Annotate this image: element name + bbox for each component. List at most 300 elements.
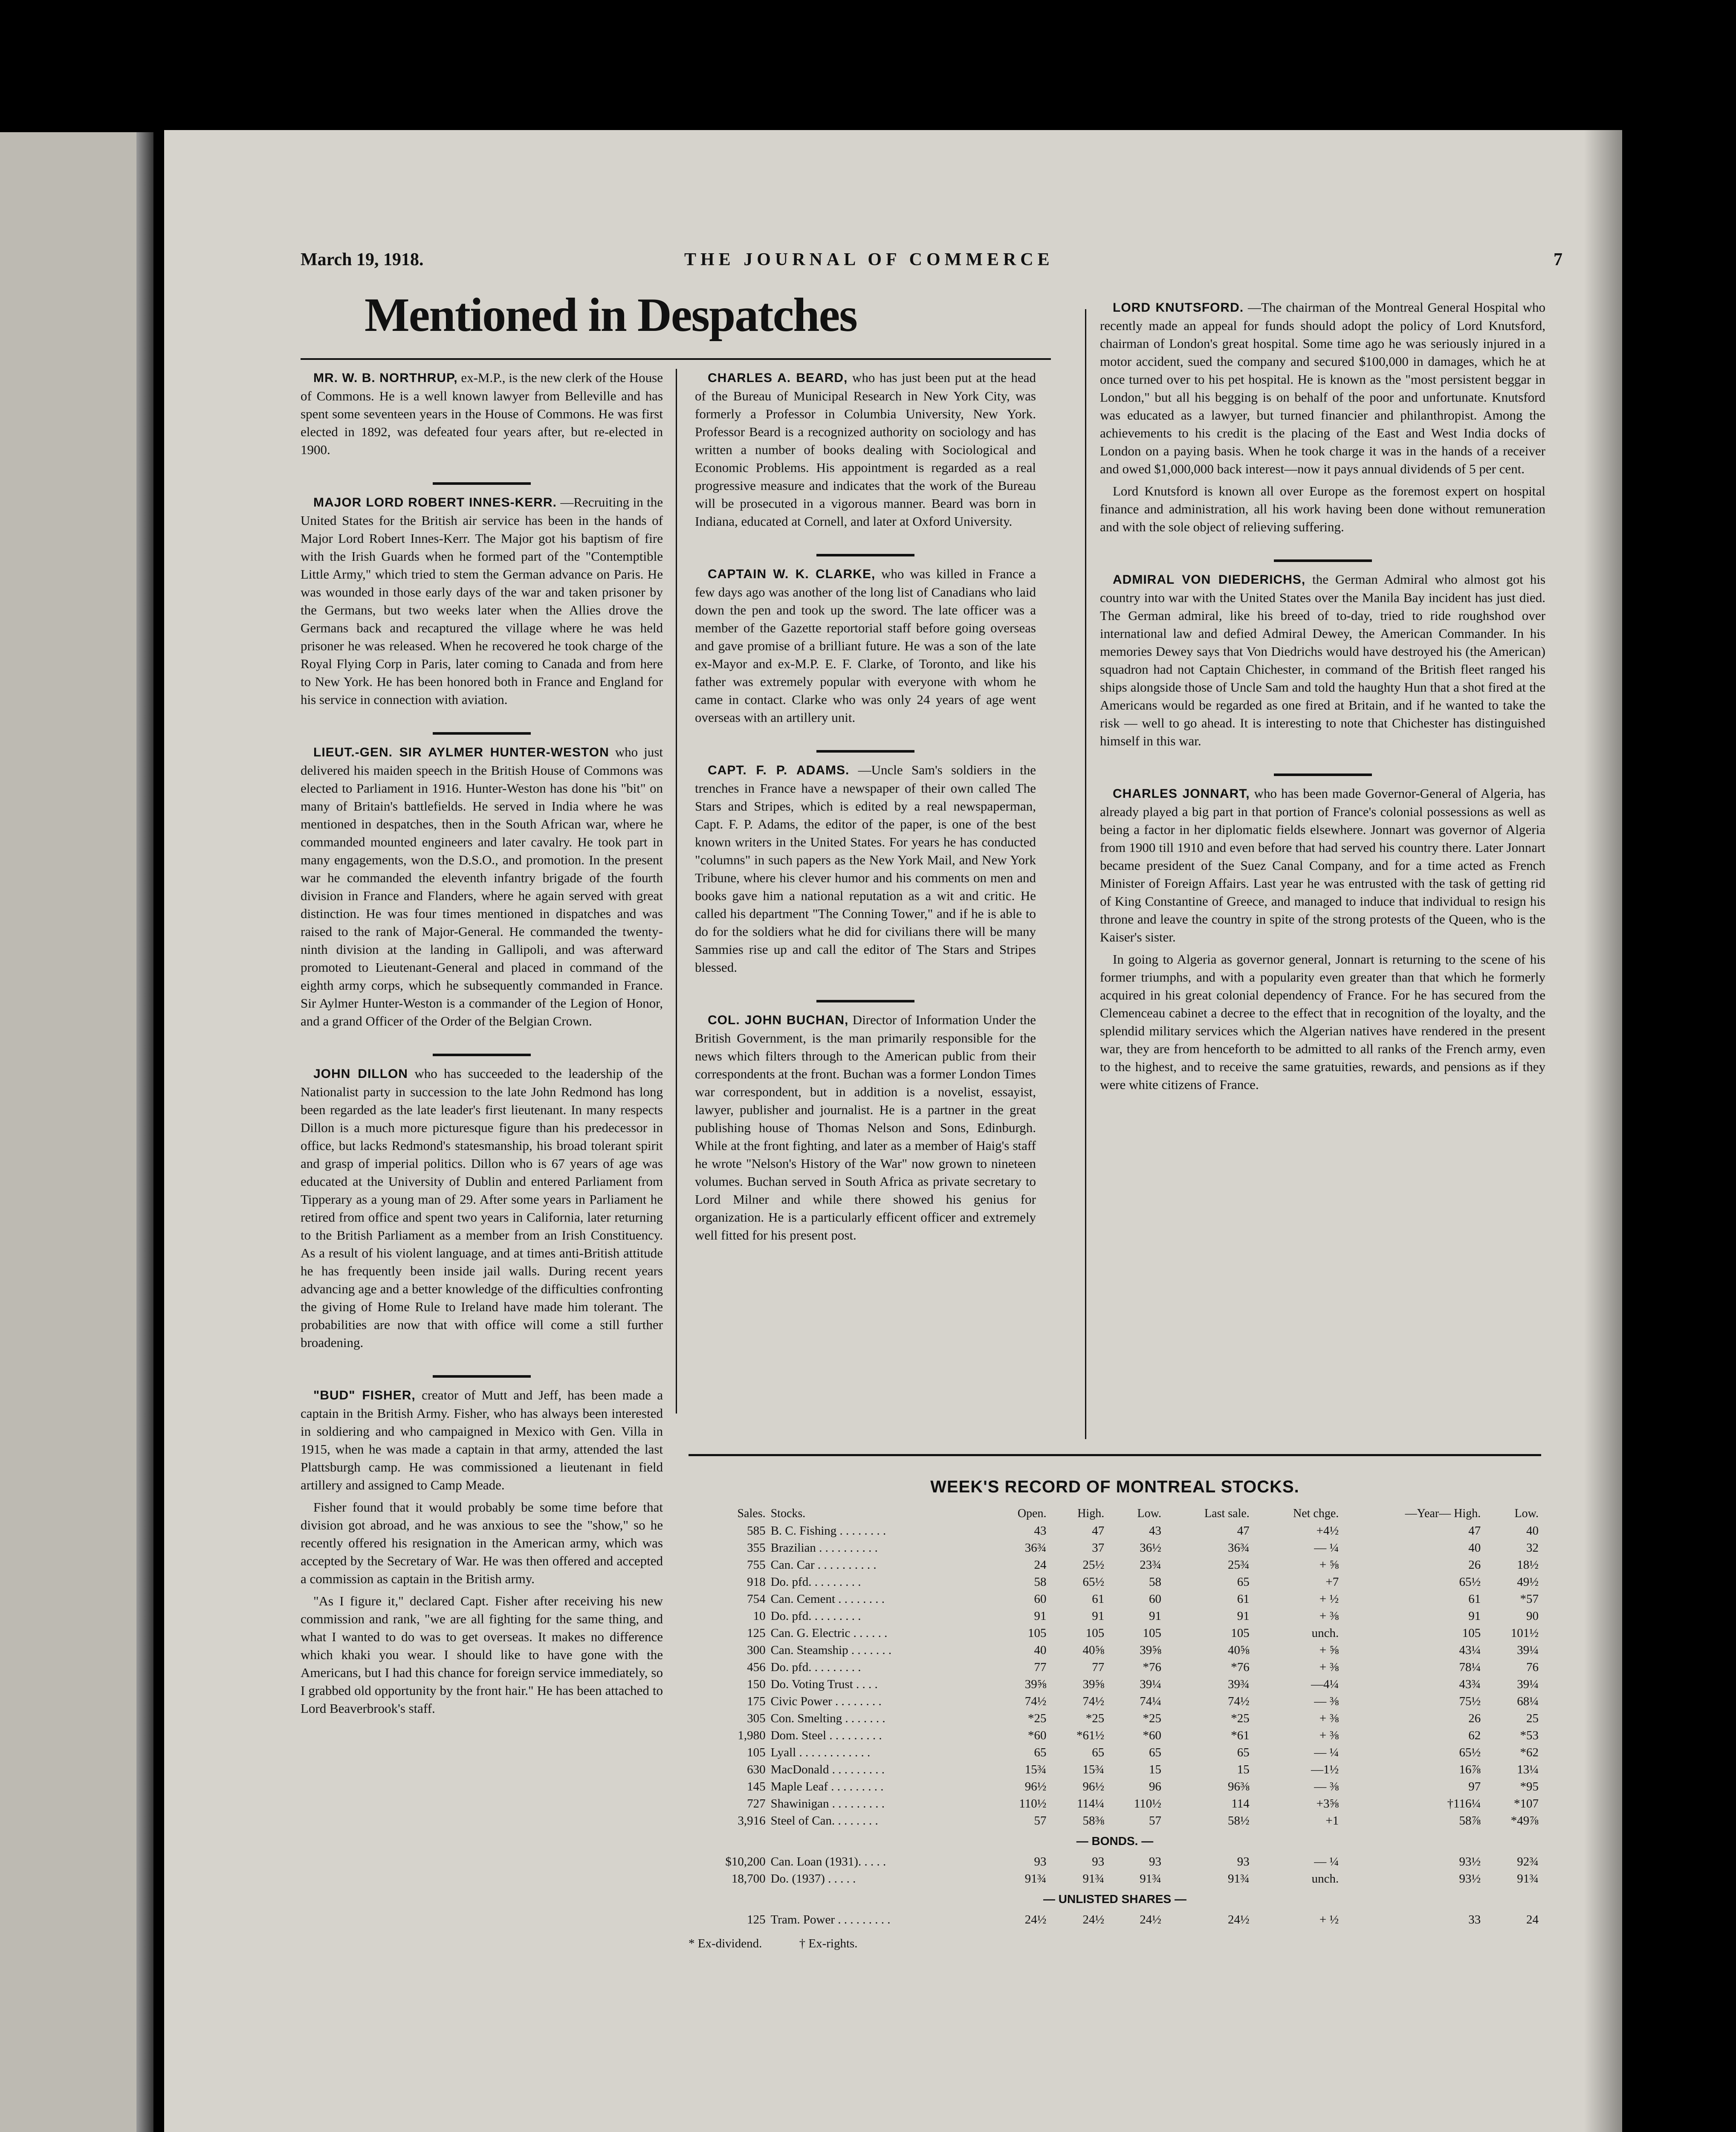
footnote: * Ex-dividend.	[689, 1937, 762, 1950]
table-cell: 15¾	[1024, 1762, 1047, 1776]
table-cell: 40⅝	[1082, 1643, 1105, 1657]
table-cell: *49⅞	[1510, 1813, 1539, 1828]
table-cell: 60	[1149, 1592, 1161, 1606]
table-cell: 39⅝	[1024, 1677, 1047, 1691]
stocks-column-header: Net chge.	[1293, 1507, 1339, 1520]
table-cell: *61	[1231, 1728, 1250, 1742]
article-item	[301, 493, 663, 709]
table-cell: 91¾	[1517, 1871, 1539, 1886]
table-cell: 26	[1468, 1711, 1481, 1725]
article-text: who has been made Governor-General of Algeria, has already played a big part in that portion of France's colonial possessions as well as being a factor in her diplomatic fields elsewhere. Jonnart was governor of Algeria from 1900 till 1910 and even before that had served his country there. Later Jonnart became president of the Suez Canal Company, and for a time acted as French Minister of Foreign Affairs. Last year he was entrusted with the task of getting rid of King Constantine of Greece, and managed to induce that individual to resign his throne and leave the country in spite of the strong protests of the Queen, who is the Kaiser's sister.	[1100, 786, 1545, 944]
publication-name: THE JOURNAL OF COMMERCE	[684, 250, 1054, 269]
table-row	[689, 1710, 1541, 1727]
table-cell: —1½	[1311, 1762, 1339, 1776]
table-cell: 1,980	[738, 1728, 766, 1742]
table-cell: Can. G. Electric . . . . . .	[770, 1626, 888, 1640]
table-row	[689, 1590, 1541, 1608]
table-cell: 3,916	[738, 1813, 766, 1828]
table-cell: 65	[1034, 1745, 1047, 1759]
table-cell: 16⅞	[1459, 1762, 1481, 1776]
stocks-column-header: Low.	[1137, 1507, 1161, 1520]
table-cell: + ⅜	[1319, 1711, 1339, 1725]
article-paragraph: In going to Algeria as governor general, Jonnart is returning to the scene of his former triumphs, and with a popularity even greater than that which he formerly acquired in his great colonial dependency of France. For he has secured from the Clemenceau cabinet a decree to the effect that in recognition of the loyalty, and the splendid military services which the Algerian natives have rendered in the present war, they are from henceforth to be admitted to all ranks of the French army, even to the highest, and to receive the same gratuities, rewards, and pensions as if they were white citizens of France.	[1100, 952, 1545, 1092]
article-separator	[433, 1054, 531, 1056]
table-cell: 47	[1468, 1524, 1481, 1538]
article-separator	[816, 1000, 914, 1002]
article-paragraph	[695, 565, 1036, 727]
stocks-column-header: Stocks.	[770, 1507, 806, 1520]
table-section-label: — BONDS. —	[1076, 1834, 1154, 1848]
table-cell: — ⅜	[1314, 1779, 1339, 1793]
table-row	[689, 1659, 1541, 1676]
article-item	[695, 1011, 1036, 1244]
table-cell: 150	[747, 1677, 766, 1691]
table-cell: + ½	[1319, 1912, 1339, 1926]
table-cell: Steel of Can. . . . . . . .	[770, 1813, 878, 1828]
table-cell: 93	[1237, 1854, 1250, 1868]
article-name: COL. JOHN BUCHAN,	[708, 1013, 849, 1027]
article-paragraph	[301, 369, 663, 459]
article-item	[695, 761, 1036, 976]
table-cell: 74½	[1082, 1694, 1105, 1708]
table-cell: 755	[747, 1558, 766, 1572]
table-cell: Can. Loan (1931). . . . .	[770, 1854, 886, 1868]
table-cell: *95	[1520, 1779, 1539, 1793]
table-cell: 37	[1092, 1541, 1105, 1555]
table-cell: 77	[1034, 1660, 1047, 1674]
table-cell: 96½	[1082, 1779, 1105, 1793]
table-cell: 39¼	[1140, 1677, 1161, 1691]
table-cell: 110½	[1019, 1796, 1047, 1810]
table-cell: 175	[747, 1694, 766, 1708]
table-cell: 75½	[1459, 1694, 1481, 1708]
newspaper-page	[164, 130, 1622, 2132]
article-separator	[816, 750, 914, 753]
table-cell: 61	[1237, 1592, 1250, 1606]
table-cell: *57	[1520, 1592, 1539, 1606]
table-cell: 65½	[1459, 1575, 1481, 1589]
article-name: LORD KNUTSFORD.	[1113, 301, 1244, 315]
stocks-footnotes	[689, 1937, 1541, 1951]
article-paragraph: Fisher found that it would probably be some time before that division got abroad, and he was anxious to see the "show," so he recently offered his resignation in the American army, which was accepted by the Secretary of War. He was then offered and accepted a commission as captain in the British army.	[301, 1500, 663, 1586]
article-text: who has succeeded to the leadership of the Nationalist party in succession to the late John Redmond has long been regarded as the late leader's first lieutenant. In many respects Dillon is a much more picturesque figure than his predecessor in office, but lacks Redmond's statesmanship, his broad tolerant spirit and grasp of imperial politics. Dillon who is 67 years of age was educated at the University of Dublin and entered Parliament from Tipperary as a young man of 29. After some years in Parliament he retired from office and spent two years in California, later returning to the British Parliament as a member from an Irish Constituency. As a result of his violent language, and at times anti-British attitude he has frequently been inside jail walls. During recent years advancing age and a better knowledge of the difficulties confronting the giving of Home Rule to Ireland have made him tolerant. The probabilities are now that with office will come a still further broadening.	[301, 1066, 663, 1350]
table-cell: 93½	[1459, 1871, 1481, 1886]
table-cell: 93	[1034, 1854, 1047, 1868]
table-cell: 40	[1526, 1524, 1539, 1538]
table-cell: 97	[1468, 1779, 1481, 1793]
article-text: who has just been put at the head of the Bureau of Municipal Research in New York City, was formerly a Professor in Columbia University, New York. Professor Beard is a recognized authority on sociology and has written a number of books dealing with Sociological and Economic Problems. His appointment is regarded as a real progressive measure and indicates that the work of the Bureau will be prosecuted in a vigorous manner. Beard was born in Indiana, educated at Cornell, and later at Oxford University.	[695, 370, 1036, 529]
table-cell: Can. Cement . . . . . . . .	[770, 1592, 885, 1606]
table-cell: 23¾	[1140, 1558, 1161, 1572]
table-cell: 49½	[1517, 1575, 1539, 1589]
table-cell: 630	[747, 1762, 766, 1776]
article-paragraph	[1100, 785, 1545, 946]
table-cell: 125	[747, 1626, 766, 1640]
table-cell: 15	[1237, 1762, 1250, 1776]
table-cell: Do. Voting Trust . . . .	[770, 1677, 878, 1691]
table-cell: + ⅝	[1319, 1643, 1339, 1657]
table-cell: +4½	[1316, 1524, 1339, 1538]
table-row	[689, 1795, 1541, 1812]
table-cell: 36¾	[1024, 1541, 1047, 1555]
table-cell: 93	[1092, 1854, 1105, 1868]
article-text: —Uncle Sam's soldiers in the trenches in France have a newspaper of their own called The Stars and Stripes, which is edited by a real newspaperman, Capt. F. P. Adams, the editor of the paper, is one of the best known writers in the United States. For years he has conducted "columns" in such papers as the New York Mail, and New York Tribune, where his clever humor and his comments on men and books gave him a national reputation as a wit and critic. He called his department "The Conning Tower," and if he is able to do for the soldiers what he did for civilians there will be many Sammies rise up and call the editor of The Stars and Stripes blessed.	[695, 762, 1036, 975]
table-cell: *25	[1143, 1711, 1161, 1725]
table-cell: 105	[1028, 1626, 1047, 1640]
table-cell: Brazilian . . . . . . . . . .	[770, 1541, 878, 1555]
stocks-header-row	[689, 1505, 1541, 1522]
stocks-column-header: Last sale.	[1204, 1507, 1250, 1520]
table-row	[689, 1778, 1541, 1795]
column-1	[301, 369, 663, 1741]
table-cell: 26	[1468, 1558, 1481, 1572]
table-cell: 456	[747, 1660, 766, 1674]
issue-date: March 19, 1918.	[301, 250, 424, 269]
table-cell: 25¾	[1228, 1558, 1250, 1572]
table-cell: 585	[747, 1524, 766, 1538]
table-cell: *60	[1028, 1728, 1047, 1742]
column-divider	[1085, 309, 1086, 1439]
column-2	[695, 369, 1036, 1268]
article-name: "BUD" FISHER,	[313, 1388, 416, 1402]
table-cell: 47	[1237, 1524, 1250, 1538]
table-cell: —4¼	[1311, 1677, 1339, 1691]
table-cell: 24½	[1024, 1912, 1047, 1926]
article-paragraph	[1100, 298, 1545, 478]
stocks-column-header: Low.	[1514, 1507, 1539, 1520]
table-cell: Tram. Power . . . . . . . . .	[770, 1912, 891, 1926]
table-cell: 47	[1092, 1524, 1105, 1538]
table-cell: + ⅝	[1319, 1558, 1339, 1572]
table-cell: — ¼	[1314, 1854, 1339, 1868]
table-cell: 74½	[1024, 1694, 1047, 1708]
table-cell: 61	[1092, 1592, 1105, 1606]
table-cell: 76	[1526, 1660, 1539, 1674]
table-cell: unch.	[1311, 1871, 1339, 1886]
table-cell: 40⅝	[1228, 1643, 1250, 1657]
section-title: Mentioned in Despatches	[365, 289, 857, 342]
table-cell: 65½	[1082, 1575, 1105, 1589]
stocks-title: WEEK'S RECORD OF MONTREAL STOCKS.	[930, 1477, 1299, 1496]
table-row	[689, 1625, 1541, 1642]
table-cell: *76	[1231, 1660, 1250, 1674]
article-text: who just delivered his maiden speech in the British House of Commons was elected to Parliament in 1916. Hunter-Weston has done his "bit" on many of Britain's battlefields. He served in India where he was mentioned in despatches, then in the South African war, where he commanded mounted engineers and later cavalry. He took part in many engagements, won the D.S.O., and promotion. In the present war he commanded the eleventh infantry brigade of the fourth division in France and Flanders, where he again served with great distinction. He was four times mentioned in dispatches and was raised to the rank of Major-General. He commanded the twenty-ninth division at the landing in Gallipoli, and was afterward promoted to Lieutenant-General and placed in command of the eighth army corps, which he subsequently commanded in France. Sir Aylmer Hunter-Weston is a commander of the Legion of Honor, and a grand Officer of the Order of the Belgian Crown.	[301, 744, 663, 1028]
article-text: ex-M.P., is the new clerk of the House of Commons. He is a well known lawyer from Belleville and has spent some seventeen years in the House of Commons. He was first elected in 1892, was defeated four years after, but re-elected in 1900.	[301, 370, 663, 457]
article-name: JOHN DILLON	[313, 1067, 408, 1081]
table-cell: 58	[1149, 1575, 1161, 1589]
table-row	[689, 1870, 1541, 1887]
table-cell: 74¼	[1140, 1694, 1161, 1708]
article-paragraph: Lord Knutsford is known all over Europe as the foremost expert on hospital finance and administration, all his work having been done without remuneration and with the sole object of relieving suffering.	[1100, 484, 1545, 534]
table-cell: + ½	[1319, 1592, 1339, 1606]
table-cell: 125	[747, 1912, 766, 1926]
table-cell: 39⅝	[1082, 1677, 1105, 1691]
table-cell: 114	[1231, 1796, 1250, 1810]
table-cell: 918	[747, 1575, 766, 1589]
table-cell: 33	[1468, 1912, 1481, 1926]
table-cell: 39¼	[1517, 1677, 1539, 1691]
table-cell: 24½	[1228, 1912, 1250, 1926]
table-cell: 24	[1034, 1558, 1047, 1572]
article-separator	[433, 732, 531, 735]
article-paragraph	[301, 1065, 663, 1352]
column-3	[1100, 298, 1545, 1117]
table-cell: 300	[747, 1643, 766, 1657]
table-cell: Dom. Steel . . . . . . . . .	[770, 1728, 882, 1742]
table-cell: 91¾	[1082, 1871, 1105, 1886]
article-name: CHARLES A. BEARD,	[708, 371, 848, 385]
article-separator	[433, 1375, 531, 1378]
table-cell: MacDonald . . . . . . . . .	[770, 1762, 885, 1776]
table-cell: Maple Leaf . . . . . . . . .	[770, 1779, 884, 1793]
table-cell: *25	[1028, 1711, 1047, 1725]
table-row	[689, 1761, 1541, 1778]
stocks-table	[689, 1505, 1541, 1928]
table-cell: Can. Steamship . . . . . . .	[770, 1643, 892, 1657]
table-cell: 65	[1149, 1745, 1161, 1759]
stocks-column-header: Sales.	[737, 1507, 766, 1520]
table-cell: 105	[1143, 1626, 1161, 1640]
article-paragraph	[1100, 571, 1545, 750]
article-text: Director of Information Under the British Government, is the man primarily responsible for the news which filters through to the American public from their correspondents at the front. Buchan was a former London Times war correspondent, but in addition is a novelist, essayist, lawyer, publisher and journalist. He is a partner in the great publishing house of Thomas Nelson and Sons, Edinburgh. While at the front fighting, and later as a member of Haig's staff he wrote "Nelson's History of the War" now grown to nineteen volumes. Buchan served in South Africa as private secretary to Lord Milner and while there showed his genius for organization. He is a particularly efficent officer and extremely well fitted for his present post.	[695, 1012, 1036, 1243]
table-cell: *76	[1143, 1660, 1161, 1674]
article-name: MAJOR LORD ROBERT INNES-KERR.	[313, 495, 557, 510]
table-cell: unch.	[1311, 1626, 1339, 1640]
article-item	[301, 1065, 663, 1352]
stocks-column-header: High.	[1077, 1507, 1105, 1520]
table-cell: 39⅝	[1140, 1643, 1161, 1657]
table-cell: 58½	[1228, 1813, 1250, 1828]
table-cell: 91	[1237, 1609, 1250, 1623]
article-item	[695, 369, 1036, 530]
article-paragraph	[695, 761, 1036, 976]
table-cell: *53	[1520, 1728, 1539, 1742]
table-cell: 114¼	[1077, 1796, 1105, 1810]
article-name: CAPTAIN W. K. CLARKE,	[708, 567, 876, 581]
article-name: MR. W. B. NORTHRUP,	[313, 371, 458, 385]
page-fold	[136, 132, 153, 2132]
table-cell: 93	[1149, 1854, 1161, 1868]
table-row	[689, 1727, 1541, 1744]
table-cell: Do. pfd. . . . . . . . .	[770, 1575, 861, 1589]
table-cell: 68¼	[1517, 1694, 1539, 1708]
table-cell: Do. pfd. . . . . . . . .	[770, 1660, 861, 1674]
article-item	[301, 743, 663, 1030]
table-cell: †116¼	[1447, 1796, 1481, 1810]
title-rule	[301, 358, 1051, 360]
article-separator	[1274, 559, 1372, 562]
article-separator	[1274, 773, 1372, 776]
adjacent-page-edge	[0, 132, 153, 2132]
article-item	[301, 369, 663, 459]
table-cell: 91¾	[1024, 1871, 1047, 1886]
article-name: ADMIRAL VON DIEDERICHS,	[1113, 573, 1306, 587]
table-cell: Civic Power . . . . . . . .	[770, 1694, 882, 1708]
table-cell: 92¾	[1517, 1854, 1539, 1868]
table-cell: Con. Smelting . . . . . . .	[770, 1711, 885, 1725]
table-cell: 105	[747, 1745, 766, 1759]
table-cell: 91	[1092, 1609, 1105, 1623]
table-cell: *62	[1520, 1745, 1539, 1759]
table-cell: — ¼	[1314, 1541, 1339, 1555]
table-cell: *60	[1143, 1728, 1161, 1742]
table-cell: 18½	[1517, 1558, 1539, 1572]
table-cell: Shawinigan . . . . . . . . .	[770, 1796, 885, 1810]
table-cell: 355	[747, 1541, 766, 1555]
table-cell: 754	[747, 1592, 766, 1606]
table-cell: 25½	[1082, 1558, 1105, 1572]
table-cell: 24½	[1140, 1912, 1161, 1926]
table-section-row	[689, 1829, 1541, 1853]
table-row	[689, 1539, 1541, 1556]
table-cell: 43	[1034, 1524, 1047, 1538]
table-cell: 96⅜	[1228, 1779, 1250, 1793]
table-row	[689, 1642, 1541, 1659]
table-cell: 110½	[1134, 1796, 1161, 1810]
table-cell: 15	[1149, 1762, 1161, 1776]
table-cell: — ⅜	[1314, 1694, 1339, 1708]
table-cell: $10,200	[725, 1854, 766, 1868]
stocks-top-rule	[689, 1454, 1541, 1456]
table-cell: 24	[1526, 1912, 1539, 1926]
article-item	[1100, 298, 1545, 536]
table-cell: 43¾	[1459, 1677, 1481, 1691]
table-cell: + ⅜	[1319, 1660, 1339, 1674]
table-cell: Can. Car . . . . . . . . . .	[770, 1558, 877, 1572]
article-paragraph	[695, 1011, 1036, 1244]
table-cell: *107	[1514, 1796, 1539, 1810]
table-cell: 10	[753, 1609, 766, 1623]
table-cell: 43¼	[1459, 1643, 1481, 1657]
table-cell: 24½	[1082, 1912, 1105, 1926]
article-text: —The chairman of the Montreal General Hospital who recently made an appeal for funds should adopt the policy of Lord Knutsford, chairman of London's great hospital. Some time ago he was seriously injured in a motor accident, sued the company and secured $100,000 in damages, which he at once turned over to his pet hospital. He is known as the "most persistent beggar in London," but all his begging is on behalf of the poor and unfortunate. Knutsford was educated as a lawyer, but turned financier and philanthropist. Among the achievements to his credit is the placing of the East and West India docks of London on a paying basis. When he took charge it was in the hands of a receiver and owed $1,000,000 back interest—now it pays annual dividends of 5 per cent.	[1100, 300, 1546, 476]
table-cell: 39¾	[1228, 1677, 1250, 1691]
table-cell: 36¾	[1228, 1541, 1250, 1555]
article-item	[1100, 571, 1545, 750]
table-row	[689, 1556, 1541, 1573]
table-cell: 36½	[1140, 1541, 1161, 1555]
table-cell: Lyall . . . . . . . . . . . .	[770, 1745, 871, 1759]
table-row	[689, 1812, 1541, 1829]
table-row	[689, 1911, 1541, 1928]
table-cell: 305	[747, 1711, 766, 1725]
table-cell: 91	[1149, 1609, 1161, 1623]
article-name: LIEUT.-GEN. SIR AYLMER HUNTER-WESTON	[313, 745, 609, 759]
table-cell: 91	[1468, 1609, 1481, 1623]
table-cell: 60	[1034, 1592, 1047, 1606]
article-paragraph	[301, 743, 663, 1030]
table-cell: +1	[1325, 1813, 1339, 1828]
stocks-table-section	[689, 1460, 1541, 1951]
table-cell: 105	[1462, 1626, 1481, 1640]
table-cell: 43	[1149, 1524, 1161, 1538]
table-cell: +7	[1325, 1575, 1339, 1589]
table-cell: 40	[1468, 1541, 1481, 1555]
table-row	[689, 1522, 1541, 1539]
article-text: —Recruiting in the United States for the British air service has been in the hands of Major Lord Robert Innes-Kerr. The Major got his baptism of fire with the Irish Guards when he formed part of the "Contemptible Little Army," which tried to stem the German advance on Paris. He was wounded in those early days of the war and taken prisoner by the Germans, but two weeks later when the Allies drove the Germans back and recaptured the village where he was held prisoner he was released. When he recovered he took charge of the Royal Flying Corp in Paris, later coming to Canada and from here to New York. He has been honored both in France and England for his service in connection with aviation.	[301, 495, 663, 707]
article-name: CAPT. F. P. ADAMS.	[708, 763, 850, 777]
table-cell: 58⅜	[1082, 1813, 1105, 1828]
article-paragraph	[301, 1386, 663, 1494]
table-cell: + ⅜	[1319, 1728, 1339, 1742]
article-text: creator of Mutt and Jeff, has been made a captain in the British Army. Fisher, who has always been interested in soldiering and who campaigned in Mexico with Gen. Villa in 1915, when he was made a captain in that army, attended the last Plattsburgh camp. He was commissioned a lieutenant in field artillery and assigned to Camp Meade.	[301, 1388, 663, 1492]
table-cell: 57	[1149, 1813, 1161, 1828]
table-cell: 145	[747, 1779, 766, 1793]
article-paragraph	[695, 369, 1036, 530]
table-cell: 727	[747, 1796, 766, 1810]
table-row	[689, 1608, 1541, 1625]
table-section-label: — UNLISTED SHARES —	[1043, 1892, 1187, 1906]
table-cell: 65	[1237, 1745, 1250, 1759]
footnote: † Ex-rights.	[799, 1937, 858, 1950]
table-cell: — ¼	[1314, 1745, 1339, 1759]
table-row	[689, 1573, 1541, 1590]
table-cell: 91	[1034, 1609, 1047, 1623]
table-cell: *25	[1231, 1711, 1250, 1725]
table-cell: 62	[1468, 1728, 1481, 1742]
table-cell: +3⅝	[1316, 1796, 1339, 1810]
table-row	[689, 1744, 1541, 1761]
article-item	[1100, 785, 1545, 1094]
page-number: 7	[1554, 250, 1562, 269]
table-cell: 61	[1468, 1592, 1481, 1606]
stocks-column-header: —Year— High.	[1405, 1507, 1481, 1520]
table-cell: 40	[1034, 1643, 1047, 1657]
table-cell: Do. pfd. . . . . . . . .	[770, 1609, 861, 1623]
article-text: the German Admiral who almost got his country into war with the United States over the Manila Bay incident has just died. The German admiral, like his breed of to-day, tried to ride roughshod over international law and defied Admiral Dewey, the American Commander. In his memories Dewey says that Von Diedrichs would have destroyed his (the American) squadron had not Captain Chichester, in command of the British fleet ranged his ships alongside those of Uncle Sam and told the haughty Hun that a shot fired at the Americans would be regarded as one fired at Britain, and if he wanted to take the risk — well to go ahead. It is interesting to note that Chichester has distinguished himself in this war.	[1100, 572, 1546, 748]
table-cell: + ⅜	[1319, 1609, 1339, 1623]
table-cell: 105	[1085, 1626, 1105, 1640]
table-cell: 101½	[1510, 1626, 1539, 1640]
table-cell: Do. (1937) . . . . .	[770, 1871, 856, 1886]
table-cell: 91¾	[1140, 1871, 1161, 1886]
stocks-column-header: Open.	[1017, 1507, 1047, 1520]
page-header	[301, 249, 1562, 275]
table-cell: B. C. Fishing . . . . . . . .	[770, 1524, 886, 1538]
table-section-row	[689, 1887, 1541, 1911]
article-text: who was killed in France a few days ago was another of the long list of Canadians who laid down the pen and took up the sword. The late officer was a member of the Gazette reportorial staff before going overseas and gave promise of a brilliant future. He was a son of the late ex-Mayor and ex-M.P. E. F. Clarke, of Toronto, and like his father was extremely popular with everyone with whom he came in contact. Clarke who was only 24 years of age went overseas with an artillery unit.	[695, 566, 1036, 725]
table-cell: 65	[1092, 1745, 1105, 1759]
table-cell: *25	[1085, 1711, 1105, 1725]
column-divider	[676, 369, 677, 1414]
stocks-body	[689, 1522, 1541, 1928]
table-cell: 78¼	[1459, 1660, 1481, 1674]
table-cell: 57	[1034, 1813, 1047, 1828]
table-cell: 65½	[1459, 1745, 1481, 1759]
table-cell: 74½	[1228, 1694, 1250, 1708]
table-cell: 90	[1526, 1609, 1539, 1623]
table-cell: 96	[1149, 1779, 1161, 1793]
table-cell: 58⅞	[1459, 1813, 1481, 1828]
table-cell: 77	[1092, 1660, 1105, 1674]
article-item	[301, 1386, 663, 1718]
table-cell: 15¾	[1082, 1762, 1105, 1776]
table-cell: 96½	[1024, 1779, 1047, 1793]
table-cell: 91¾	[1228, 1871, 1250, 1886]
table-cell: 105	[1231, 1626, 1250, 1640]
table-cell: 58	[1034, 1575, 1047, 1589]
article-item	[695, 565, 1036, 727]
article-name: CHARLES JONNART,	[1113, 787, 1250, 801]
table-cell: *61½	[1076, 1728, 1105, 1742]
table-row	[689, 1676, 1541, 1693]
table-cell: 39¼	[1517, 1643, 1539, 1657]
table-cell: 18,700	[731, 1871, 766, 1886]
table-cell: 13¼	[1517, 1762, 1539, 1776]
table-row	[689, 1853, 1541, 1870]
table-cell: 93½	[1459, 1854, 1481, 1868]
article-separator	[433, 482, 531, 485]
